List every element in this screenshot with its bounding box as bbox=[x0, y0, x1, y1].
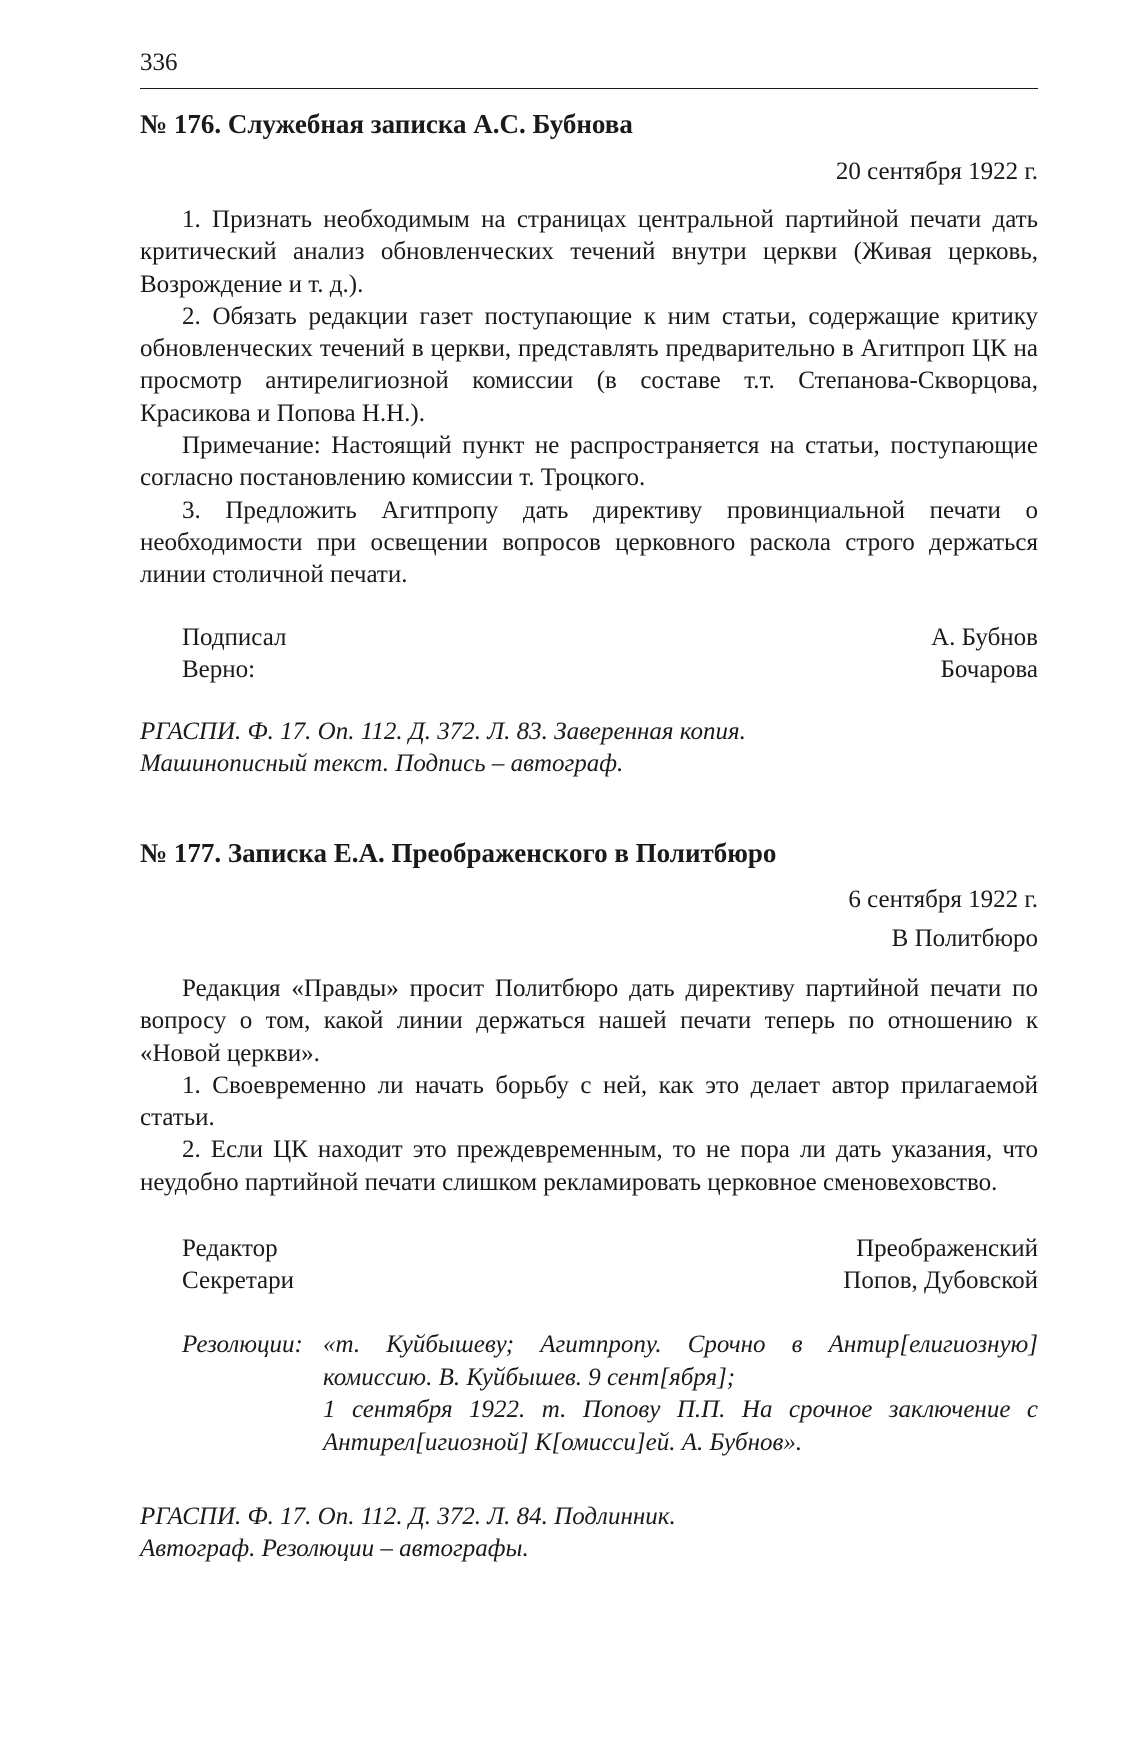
source-line: Автограф. Резолюции – автографы. bbox=[140, 1535, 529, 1563]
signature-row bbox=[140, 622, 1038, 654]
doc-176-note: Примечание: Настоящий пункт не распространяется на статьи, поступающие согласно постановлению комиссии т. Троцкого. bbox=[140, 432, 1038, 492]
document-176 bbox=[140, 107, 1038, 780]
resolution-line: 1 сентября 1922. т. Попову П.П. На срочное заключение с bbox=[323, 1396, 1038, 1424]
doc-177-source bbox=[140, 1501, 1038, 1565]
doc-177-addressee: В Политбюро bbox=[891, 925, 1038, 952]
doc-176-signatures bbox=[140, 622, 1038, 686]
signature-label: Верно: bbox=[182, 655, 256, 683]
resolution-line: Антирел[игиозной] К[омисси]ей. А. Бубнов». bbox=[323, 1428, 803, 1456]
signature-name: А. Бубнов bbox=[931, 623, 1038, 651]
doc-176-date: 20 сентября 1922 г. bbox=[835, 158, 1038, 185]
doc-177-paragraph-1: Редакция «Правды» просит Политбюро дать директиву партийной печати по вопросу о том, какой линии держаться нашей печати теперь по отношению к «Новой церкви». bbox=[140, 975, 1038, 1067]
doc-177-paragraph-3: 2. Если ЦК находит это преждевременным, то не пора ли дать указания, что неудобно партийной печати слишком рекламировать церковное сменовеховство. bbox=[140, 1136, 1038, 1196]
signature-name: Попов, Дубовской bbox=[843, 1267, 1038, 1295]
source-line: РГАСПИ. Ф. 17. Оп. 112. Д. 372. Л. 83. Заверенная копия. bbox=[140, 717, 746, 745]
doc-177-resolutions bbox=[140, 1329, 1038, 1459]
signature-row bbox=[140, 1233, 1038, 1265]
signature-row bbox=[140, 1265, 1038, 1297]
resolution-line: «т. Куйбышеву; Агитпропу. Срочно в Антир[елигиозную] bbox=[323, 1331, 1038, 1359]
doc-176-paragraph-2: 2. Обязать редакции газет поступающие к ним статьи, содержащие критику обновленческих течений в церкви, представлять предварительно в Агитпроп ЦК на просмотр антирелигиозной комиссии (в составе т.т. Степанова-Скворцова, Красикова и Попова Н.Н.). bbox=[140, 302, 1038, 427]
doc-176-heading: № 176. Служебная записка А.С. Бубнова bbox=[140, 109, 633, 139]
doc-176-paragraph-1: 1. Признать необходимым на страницах центральной партийной печати дать критический анализ обновленческих течений внутри церкви (Живая церковь, Возрождение и т. д.). bbox=[140, 206, 1038, 298]
doc-177-date: 6 сентября 1922 г. bbox=[848, 886, 1038, 913]
signature-label: Редактор bbox=[182, 1235, 278, 1263]
doc-177-body bbox=[140, 973, 1038, 1199]
header-rule bbox=[140, 88, 1038, 89]
doc-177-signatures bbox=[140, 1233, 1038, 1297]
resolutions-label: Резолюции: bbox=[182, 1331, 303, 1359]
source-line: Машинописный текст. Подпись – автограф. bbox=[140, 749, 624, 777]
signature-name: Бочарова bbox=[940, 655, 1038, 683]
source-line: РГАСПИ. Ф. 17. Оп. 112. Д. 372. Л. 84. Подлинник. bbox=[140, 1503, 676, 1531]
doc-176-body bbox=[140, 204, 1038, 592]
doc-176-source bbox=[140, 716, 1038, 780]
resolution-line: комиссию. В. Куйбышев. 9 сент[ября]; bbox=[323, 1363, 736, 1391]
signature-label: Секретари bbox=[182, 1267, 295, 1295]
doc-176-paragraph-3: 3. Предложить Агитпропу дать директиву провинциальной печати о необходимости при освещении вопросов церковного раскола строго держаться линии столичной печати. bbox=[140, 496, 1038, 589]
signature-label: Подписал bbox=[182, 623, 287, 651]
page-number: 336 bbox=[140, 49, 178, 76]
signature-name: Преображенский bbox=[856, 1235, 1038, 1263]
doc-177-paragraph-2: 1. Своевременно ли начать борьбу с ней, как это делает автор прилагаемой статьи. bbox=[140, 1071, 1038, 1132]
signature-row bbox=[140, 654, 1038, 686]
doc-177-heading: № 177. Записка Е.А. Преображенского в Политбюро bbox=[140, 838, 777, 868]
document-177 bbox=[140, 836, 1038, 1565]
